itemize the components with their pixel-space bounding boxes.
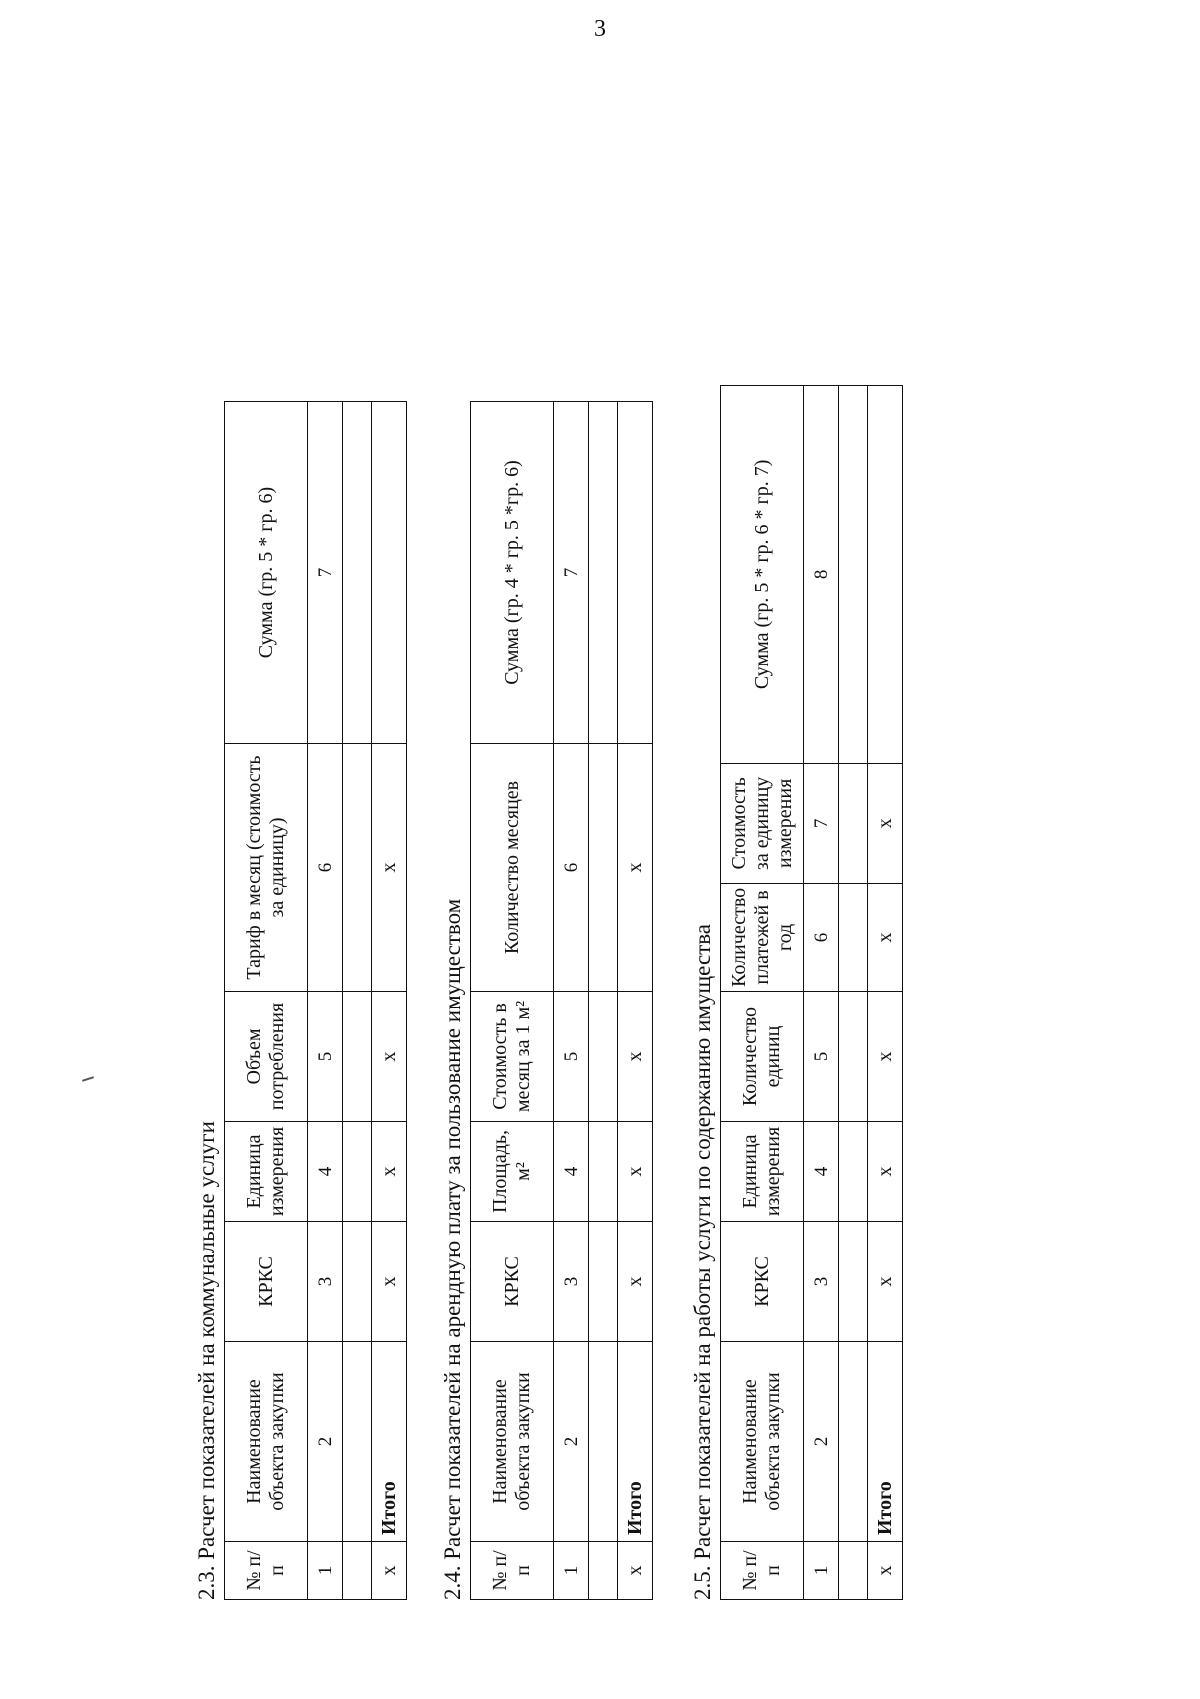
table-row [589, 402, 618, 1600]
table-cell [589, 1542, 618, 1600]
column-number: 4 [554, 1122, 589, 1222]
table-cell: х [868, 763, 903, 883]
column-number: 1 [308, 1542, 343, 1600]
total-row [868, 385, 903, 1599]
table-cell: х [868, 992, 903, 1122]
table-cell [589, 1342, 618, 1542]
header-cell: Сумма (гр. 5 * гр. 6 * гр. 7) [721, 385, 804, 763]
table-cell: х [618, 1222, 653, 1342]
header-row [471, 402, 554, 1600]
header-cell: КРКС [471, 1222, 554, 1342]
section-2-5 [686, 100, 903, 1600]
header-cell: Количество единиц [721, 992, 804, 1122]
table-cell: х [868, 1122, 903, 1222]
header-row [225, 402, 308, 1600]
column-number: 1 [804, 1542, 839, 1600]
table-cell [839, 1222, 868, 1342]
maintenance-table [720, 385, 903, 1600]
table-cell: х [868, 1222, 903, 1342]
column-number: 5 [804, 992, 839, 1122]
column-number: 2 [554, 1342, 589, 1542]
header-cell: Стоимость за единицу измерения [721, 763, 804, 883]
header-cell: № п/п [721, 1542, 804, 1600]
total-row [618, 402, 653, 1600]
table-cell: х [868, 1542, 903, 1600]
column-number: 8 [804, 385, 839, 763]
section-heading: 2.5. Расчет показателей на работы услуги по содержанию имущества [690, 924, 715, 1600]
table-cell [343, 744, 372, 992]
column-number: 2 [804, 1342, 839, 1542]
table-cell [343, 1542, 372, 1600]
table-cell [618, 402, 653, 744]
table-cell [589, 744, 618, 992]
section-heading: 2.4. Расчет показателей на арендную плату за пользование имуществом [440, 898, 465, 1600]
column-number-row [554, 402, 589, 1600]
table-cell [839, 992, 868, 1122]
table-cell: х [618, 744, 653, 992]
table-cell [839, 763, 868, 883]
table-cell [372, 402, 407, 744]
column-number: 1 [554, 1542, 589, 1600]
header-cell: Единица измерения [225, 1122, 308, 1222]
column-number: 4 [308, 1122, 343, 1222]
section-2-4 [436, 100, 653, 1600]
table-cell: х [618, 1542, 653, 1600]
scan-mark [82, 1076, 94, 1082]
total-label: Итого [868, 1342, 903, 1542]
table-cell [868, 385, 903, 763]
header-cell: Стоимость в месяц за 1 м² [471, 992, 554, 1122]
table-cell: х [372, 992, 407, 1122]
column-number: 6 [554, 744, 589, 992]
table-cell [839, 883, 868, 991]
column-number: 7 [308, 402, 343, 744]
section-heading: 2.3. Расчет показателей на коммунальные услуги [194, 1121, 219, 1600]
column-number: 3 [308, 1222, 343, 1342]
total-row [372, 402, 407, 1600]
header-cell: Тариф в месяц (стоимость за единицу) [225, 744, 308, 992]
column-number: 6 [308, 744, 343, 992]
column-number: 5 [308, 992, 343, 1122]
column-number-row [308, 402, 343, 1600]
table-cell [839, 1122, 868, 1222]
table-cell [839, 1542, 868, 1600]
header-cell: № п/п [225, 1542, 308, 1600]
column-number: 3 [804, 1222, 839, 1342]
table-cell [589, 1122, 618, 1222]
header-row [721, 385, 804, 1599]
header-cell: Наименование объекта закупки [721, 1342, 804, 1542]
table-cell: х [868, 883, 903, 991]
table-row [343, 402, 372, 1600]
table-cell [343, 402, 372, 744]
table-cell [589, 992, 618, 1122]
table-cell [343, 1342, 372, 1542]
table-row [839, 385, 868, 1599]
column-number-row [804, 385, 839, 1599]
header-cell: Наименование объекта закупки [471, 1342, 554, 1542]
header-cell: Единица измерения [721, 1122, 804, 1222]
table-cell [343, 992, 372, 1122]
header-cell: КРКС [225, 1222, 308, 1342]
header-cell: КРКС [721, 1222, 804, 1342]
header-cell: Площадь, м² [471, 1122, 554, 1222]
table-cell: х [372, 1222, 407, 1342]
column-number: 4 [804, 1122, 839, 1222]
column-number: 7 [554, 402, 589, 744]
table-cell: х [372, 1542, 407, 1600]
total-label: Итого [618, 1342, 653, 1542]
column-number: 3 [554, 1222, 589, 1342]
column-number: 7 [804, 763, 839, 883]
utilities-table [224, 401, 407, 1600]
table-cell [839, 385, 868, 763]
page-number: 3 [594, 16, 606, 42]
column-number: 6 [804, 883, 839, 991]
header-cell: Объем потребления [225, 992, 308, 1122]
section-2-3 [190, 100, 407, 1600]
table-cell [839, 1342, 868, 1542]
table-cell [343, 1122, 372, 1222]
table-cell: х [372, 744, 407, 992]
table-cell: х [372, 1122, 407, 1222]
table-cell [343, 1222, 372, 1342]
header-cell: Наименование объекта закупки [225, 1342, 308, 1542]
table-cell: х [618, 992, 653, 1122]
header-cell: Сумма (гр. 4 * гр. 5 *гр. 6) [471, 402, 554, 744]
table-cell: х [618, 1122, 653, 1222]
header-cell: № п/п [471, 1542, 554, 1600]
header-cell: Сумма (гр. 5 * гр. 6) [225, 402, 308, 744]
table-cell [589, 1222, 618, 1342]
total-label: Итого [372, 1342, 407, 1542]
header-cell: Количество месяцев [471, 744, 554, 992]
table-cell [589, 402, 618, 744]
column-number: 5 [554, 992, 589, 1122]
column-number: 2 [308, 1342, 343, 1542]
header-cell: Количество платежей в год [721, 883, 804, 991]
rent-table [470, 401, 653, 1600]
